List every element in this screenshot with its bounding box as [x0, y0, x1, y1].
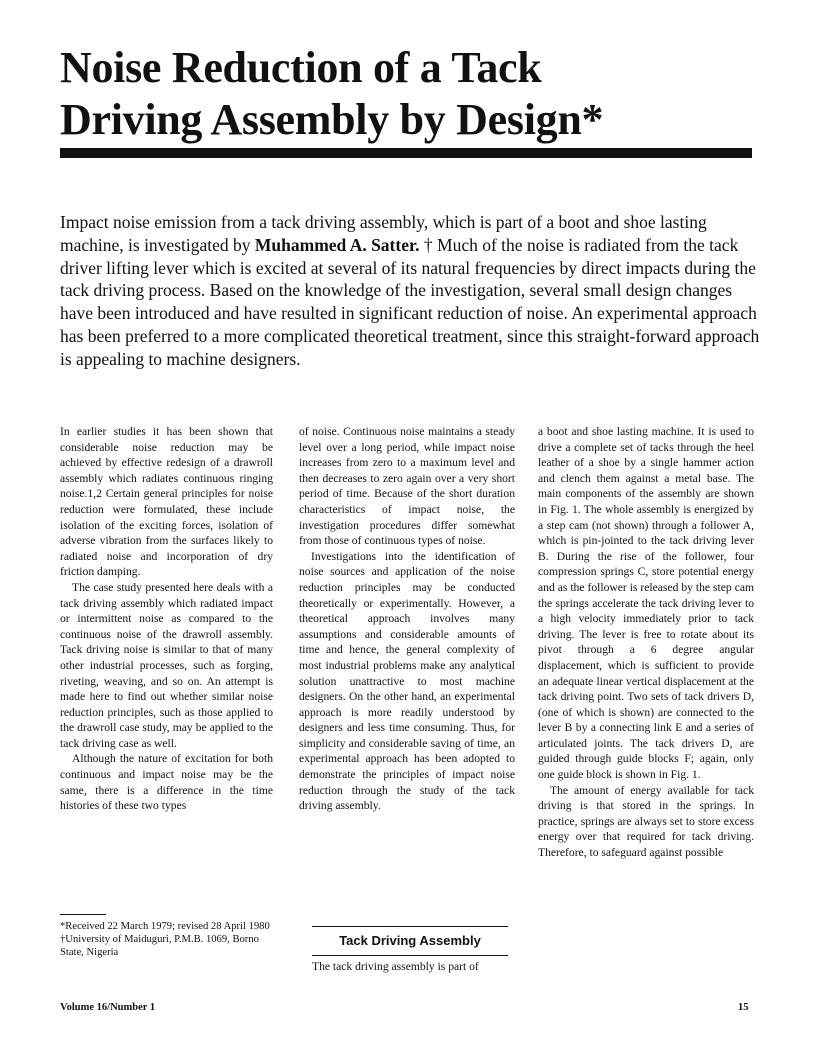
body-column-3 [538, 424, 754, 861]
column2-paragraph-3: The tack driving assembly is part of [312, 960, 479, 973]
column3-paragraph-2: The amount of energy available for tack driving is that stored in the springs. In practice, springs are always set to store excess energy over that required for tack driving. Therefore, to safeguard against possible [538, 783, 754, 860]
footnote-received: *Received 22 March 1979; revised 28 April 1980 [60, 921, 270, 932]
body-column-2 [299, 424, 515, 814]
footnotes [60, 920, 274, 959]
title-rule [60, 148, 752, 158]
footnote-affiliation: †University of Maiduguri, P.M.B. 1069, Borno State, Nigeria [60, 934, 259, 958]
title-line-2: Driving Assembly by Design* [60, 95, 604, 144]
article-title [60, 42, 780, 146]
column2-paragraph-2: Investigations into the identification of noise sources and application of the noise reduction principles may be conducted theoretically or experimentally. However, a theoretical approach involves many assumptions and considerable amounts of time and hence, the general complexity of most industrial problems make any analytical solution unattractive to most machine designers. On the other hand, an experimental approach is more readily understood by designers and less time consuming. Thus, for simplicity and considerable saving of time, an experimental approach has been adopted to demonstrate the principles of impact noise reduction through the study of the tack driving assembly. [299, 549, 515, 813]
title-line-1: Noise Reduction of a Tack [60, 43, 542, 92]
body-column-1 [60, 424, 273, 814]
section-heading: Tack Driving Assembly [312, 926, 508, 956]
footer-volume: Volume 16/Number 1 [60, 1002, 156, 1013]
abstract-text-end: † Much of the noise is radiated from the tack driver lifting lever which is excited at several of its natural frequencies by direct impacts during the tack driving process. Based on the knowledge of the investigation, several small design changes have been introduced and have resulted in significant reduction of noise. An experimental approach has been preferred to a more complicated theoretical treatment, since this straight-forward approach is appealing to machine designers. [60, 234, 760, 369]
abstract-text-start: Impact noise emission from a tack driving assembly, which is part of a boot and shoe lasting machine, is investigated by [60, 212, 707, 255]
author-name: Muhammed A. Satter. [254, 234, 420, 255]
column1-paragraph-2: The case study presented here deals with a tack driving assembly which radiated impact or intermittent noise as compared to the continuous noise of the drawroll assembly. Tack driving noise is similar to that of many other industrial processes, such as forging, riveting, weaving, and so on. An attempt is made here to find out whether similar noise reduction principles, such as those applied to the drawroll case study, may be applied to the tack driving case as well. [60, 580, 273, 750]
column1-paragraph-1: In earlier studies it has been shown that considerable noise reduction may be achieved by effective redesign of a drawroll assembly which radiates continuous ringing noise.1,2 Certain general principles for noise reduction were formulated, these include isolation of the exciting forces, isolation of adverse vibration from the surfaces likely to radiated noise and incorporation of dry friction damping. [60, 425, 273, 579]
footnote-rule [60, 914, 106, 915]
abstract [60, 211, 760, 371]
column1-paragraph-3: Although the nature of excitation for both continuous and impact noise may be the same, there is a difference in the time histories of these two types [60, 752, 273, 813]
column2-paragraph-1: of noise. Continuous noise maintains a steady level over a long period, while impact noise increases from zero to a maximum level and then decreases to zero again over a very short period of time. Because of the short duration characteristics of impact noise, the investigation procedures differ somewhat from those of continuous types of noise. [299, 425, 515, 548]
column3-paragraph-1: a boot and shoe lasting machine. It is used to drive a complete set of tacks through the heel leather of a shoe by a single hammer action and clench them against a metal base. The main components of the assembly are shown in Fig. 1. The whole assembly is energized by a step cam (not shown) through a follower A, which is pin-jointed to the tack driving lever B. During the rise of the follower, four compression springs C, store potential energy and as the follower is released by the step cam the springs accelerate the tack driving lever to a high velocity immediately prior to tack driving. The lever is free to rotate about its pivot through a 6 degree angular displacement, which is sufficient to provide an adequate linear vertical displacement at the tack driving point. Two sets of tack drivers D, (one of which is shown) are connected to the lever B by a connecting link E and a series of articulated joints. The tack drivers D, are guided through guide blocks F; again, only one guide block is shown in Fig. 1. [538, 425, 754, 782]
page-number: 15 [738, 1002, 749, 1013]
